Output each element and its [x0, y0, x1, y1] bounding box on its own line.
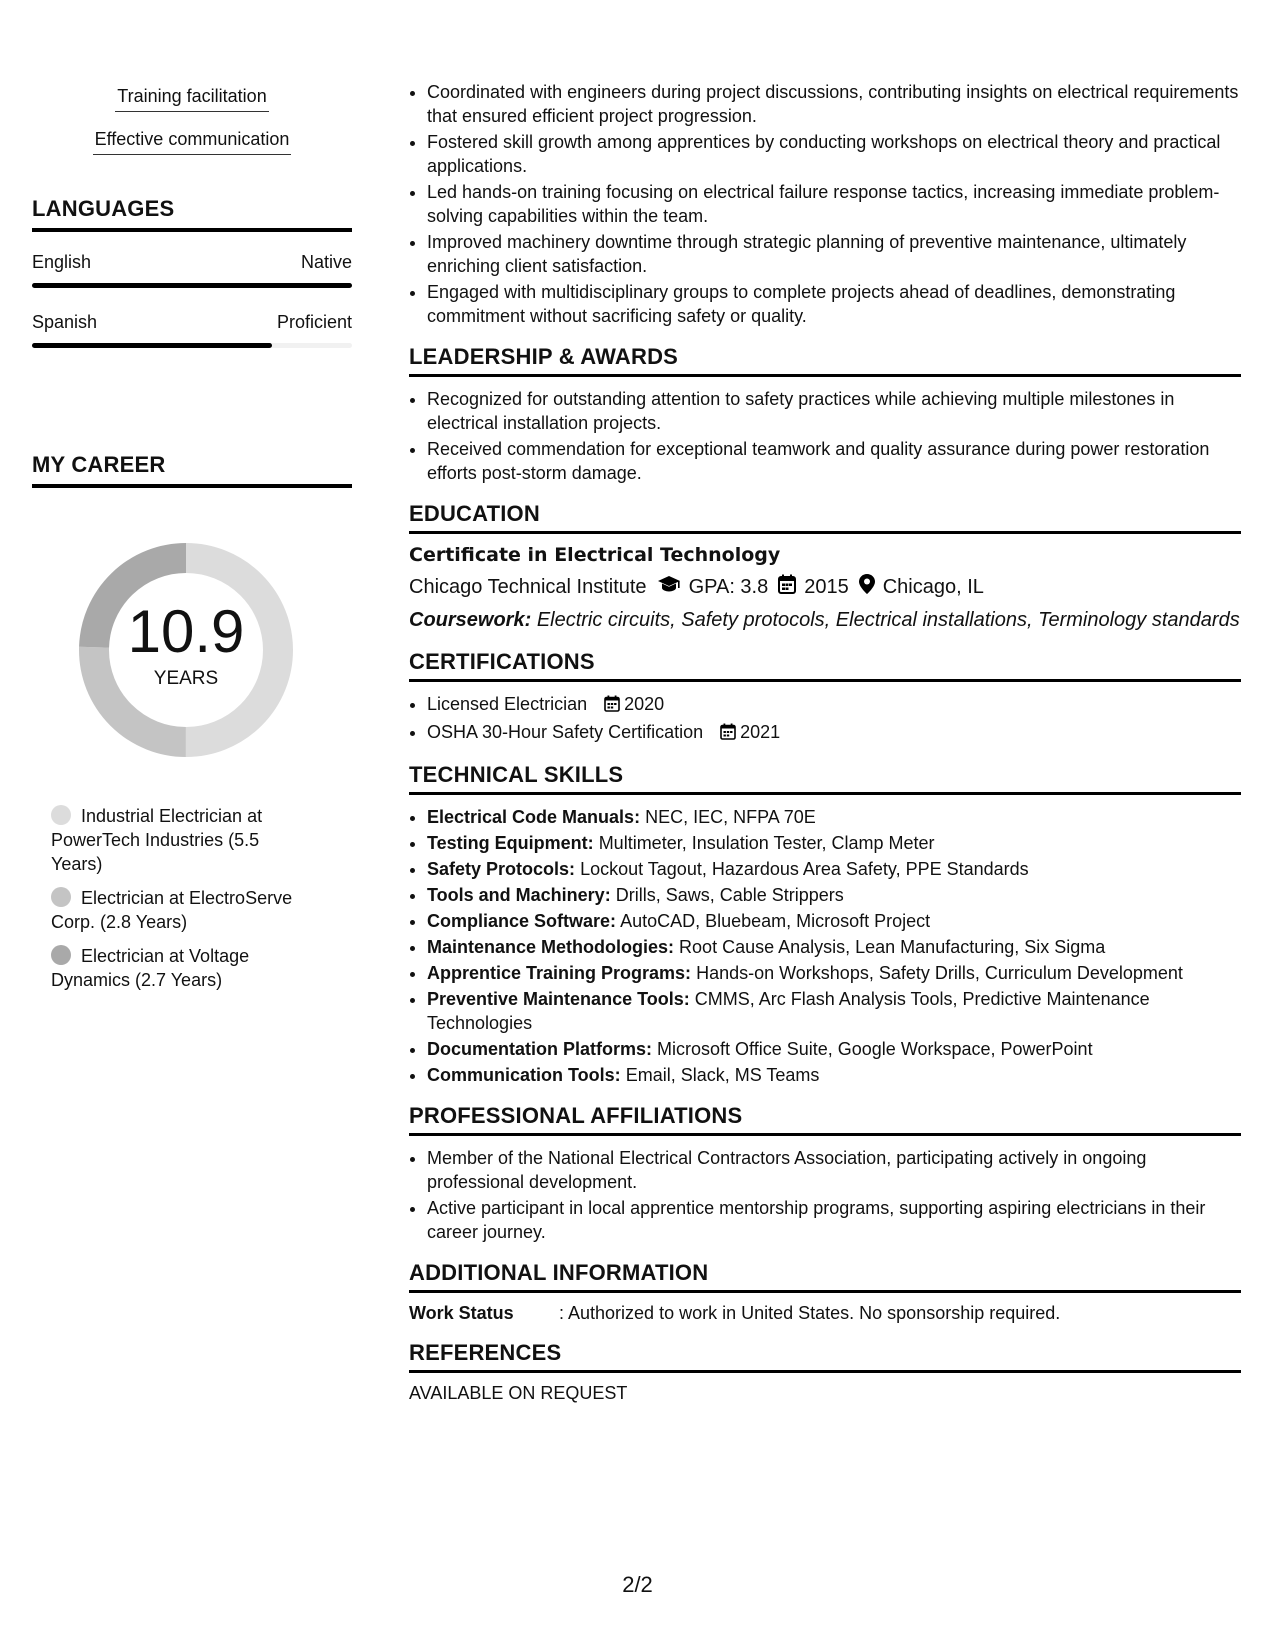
career-legend-item	[51, 804, 311, 876]
skill-value: Hands-on Workshops, Safety Drills, Curriculum Development	[696, 963, 1183, 983]
technical-skills-heading: TECHNICAL SKILLS	[409, 762, 1241, 795]
graduation-year: 2015	[804, 575, 849, 598]
career-donut-chart	[66, 530, 306, 770]
experience-bullet: • Fostered skill growth among apprentices by conducting workshops on electrical theory and practical applications.	[427, 130, 1241, 178]
language-level: Native	[300, 252, 352, 272]
career-legend-label: Electrician at Voltage Dynamics (2.7 Years)	[51, 946, 250, 990]
technical-skill-item	[427, 883, 1241, 907]
skill-value: Email, Slack, MS Teams	[625, 1065, 820, 1085]
skill-label: Safety Protocols:	[427, 859, 576, 879]
calendar-icon	[604, 694, 620, 718]
technical-skill-item	[427, 1063, 1241, 1087]
legend-dot-icon	[51, 887, 71, 907]
map-pin-icon	[859, 574, 875, 600]
school-name: Chicago Technical Institute	[409, 575, 647, 598]
language-level: Proficient	[276, 312, 352, 332]
leadership-list	[409, 387, 1241, 485]
technical-skill-item	[427, 909, 1241, 933]
languages-heading: LANGUAGES	[32, 196, 352, 232]
certification-item	[427, 692, 1241, 718]
additional-info-heading: ADDITIONAL INFORMATION	[409, 1260, 1241, 1293]
skill-label: Apprentice Training Programs:	[427, 963, 692, 983]
education-heading: EDUCATION	[409, 501, 1241, 534]
skill-label: Maintenance Methodologies:	[427, 937, 675, 957]
language-name: Spanish	[32, 312, 98, 332]
skill-value: Multimeter, Insulation Tester, Clamp Meter	[598, 833, 935, 853]
certification-name: Licensed Electrician	[427, 694, 588, 714]
languages-section	[32, 196, 352, 348]
skill-value: Microsoft Office Suite, Google Workspace, PowerPoint	[657, 1039, 1093, 1059]
certifications-list	[409, 692, 1241, 746]
certifications-heading: CERTIFICATIONS	[409, 649, 1241, 682]
career-legend-label: Electrician at ElectroServe Corp. (2.8 Years)	[51, 888, 293, 932]
coursework-list: Electric circuits, Safety protocols, Electrical installations, Terminology standards	[536, 609, 1240, 631]
coursework-label: Coursework:	[409, 609, 532, 631]
career-legend	[32, 804, 311, 992]
calendar-icon	[720, 722, 736, 746]
skill-value: Root Cause Analysis, Lean Manufacturing, Six Sigma	[679, 937, 1106, 957]
skill-label: Communication Tools:	[427, 1065, 621, 1085]
technical-skill-item	[427, 831, 1241, 855]
skill-label: Preventive Maintenance Tools:	[427, 989, 690, 1009]
affiliation-item: • Member of the National Electrical Contractors Association, participating actively in ongoing professional development.	[427, 1146, 1241, 1194]
experience-bullet: • Led hands-on training focusing on electrical failure response tactics, increasing immediate problem-solving capabilities within the team.	[427, 180, 1241, 228]
certification-year: 2020	[624, 694, 665, 714]
language-item	[32, 252, 352, 288]
language-name: English	[32, 252, 92, 272]
additional-info-row	[409, 1303, 1241, 1324]
skill-tag: Effective communication	[93, 129, 292, 155]
skill-label: Tools and Machinery:	[427, 885, 611, 905]
career-years-unit: YEARS	[153, 668, 219, 689]
work-status-value: : Authorized to work in United States. No sponsorship required.	[559, 1303, 1061, 1323]
language-bar	[32, 343, 352, 348]
leadership-heading: LEADERSHIP & AWARDS	[409, 344, 1241, 377]
career-heading: MY CAREER	[32, 452, 352, 488]
certification-item	[427, 720, 1241, 746]
technical-skill-item	[427, 935, 1241, 959]
career-legend-label: Industrial Electrician at PowerTech Industries (5.5 Years)	[51, 806, 263, 874]
work-status-label: Work Status	[409, 1303, 514, 1323]
page-number: 2/2	[622, 1572, 653, 1597]
references-heading: REFERENCES	[409, 1340, 1241, 1373]
education-entry	[409, 544, 1241, 633]
calendar-icon	[778, 574, 796, 600]
legend-dot-icon	[51, 805, 71, 825]
technical-skill-item	[427, 805, 1241, 829]
language-bar-fill	[32, 343, 272, 348]
technical-skill-item	[427, 987, 1241, 1035]
skill-label: Electrical Code Manuals:	[427, 807, 641, 827]
language-bar-fill	[32, 283, 352, 288]
skill-label: Testing Equipment:	[427, 833, 594, 853]
skill-value: NEC, IEC, NFPA 70E	[645, 807, 816, 827]
leadership-item: • Received commendation for exceptional teamwork and quality assurance during power restoration efforts post-storm damage.	[427, 437, 1241, 485]
certification-name: OSHA 30-Hour Safety Certification	[427, 722, 704, 742]
legend-dot-icon	[51, 945, 71, 965]
skill-tag: Training facilitation	[115, 86, 268, 112]
coursework	[409, 608, 1241, 633]
graduation-cap-icon	[657, 575, 681, 599]
skill-label: Documentation Platforms:	[427, 1039, 653, 1059]
career-legend-item	[51, 886, 311, 934]
affiliation-item: • Active participant in local apprentice mentorship programs, supporting aspiring electricians in their career journey.	[427, 1196, 1241, 1244]
skill-value: Drills, Saws, Cable Strippers	[615, 885, 844, 905]
degree-title: Certificate in Electrical Technology	[409, 544, 781, 566]
skill-value: Lockout Tagout, Hazardous Area Safety, PPE Standards	[580, 859, 1029, 879]
skill-tags	[32, 86, 352, 172]
experience-bullet: • Coordinated with engineers during project discussions, contributing insights on electrical requirements that ensured efficient project progression.	[427, 80, 1241, 128]
technical-skills-list	[409, 805, 1241, 1087]
career-section	[32, 452, 352, 1002]
experience-bullets	[409, 80, 1241, 328]
references-text: AVAILABLE ON REQUEST	[409, 1383, 628, 1403]
language-bar	[32, 283, 352, 288]
technical-skill-item	[427, 961, 1241, 985]
education-location: Chicago, IL	[882, 575, 984, 598]
skill-label: Compliance Software:	[427, 911, 617, 931]
skill-value: CMMS, Arc Flash Analysis Tools, Predictive Maintenance Technologies	[427, 989, 1150, 1033]
main-content	[409, 80, 1241, 1404]
language-item	[32, 312, 352, 348]
experience-bullet: • Engaged with multidisciplinary groups to complete projects ahead of deadlines, demonstrating commitment without sacrificing safety or quality.	[427, 280, 1241, 328]
gpa: GPA: 3.8	[688, 575, 769, 598]
technical-skill-item	[427, 857, 1241, 881]
career-total-years: 10.9	[127, 598, 245, 665]
skill-value: AutoCAD, Bluebeam, Microsoft Project	[620, 911, 931, 931]
affiliations-heading: PROFESSIONAL AFFILIATIONS	[409, 1103, 1241, 1136]
affiliations-list	[409, 1146, 1241, 1244]
certification-year: 2021	[740, 722, 781, 742]
technical-skill-item	[427, 1037, 1241, 1061]
experience-bullet: • Improved machinery downtime through strategic planning of preventive maintenance, ultimately enriching client satisfaction.	[427, 230, 1241, 278]
leadership-item: • Recognized for outstanding attention to safety practices while achieving multiple milestones in electrical installation projects.	[427, 387, 1241, 435]
career-legend-item	[51, 944, 311, 992]
sidebar	[32, 86, 352, 990]
